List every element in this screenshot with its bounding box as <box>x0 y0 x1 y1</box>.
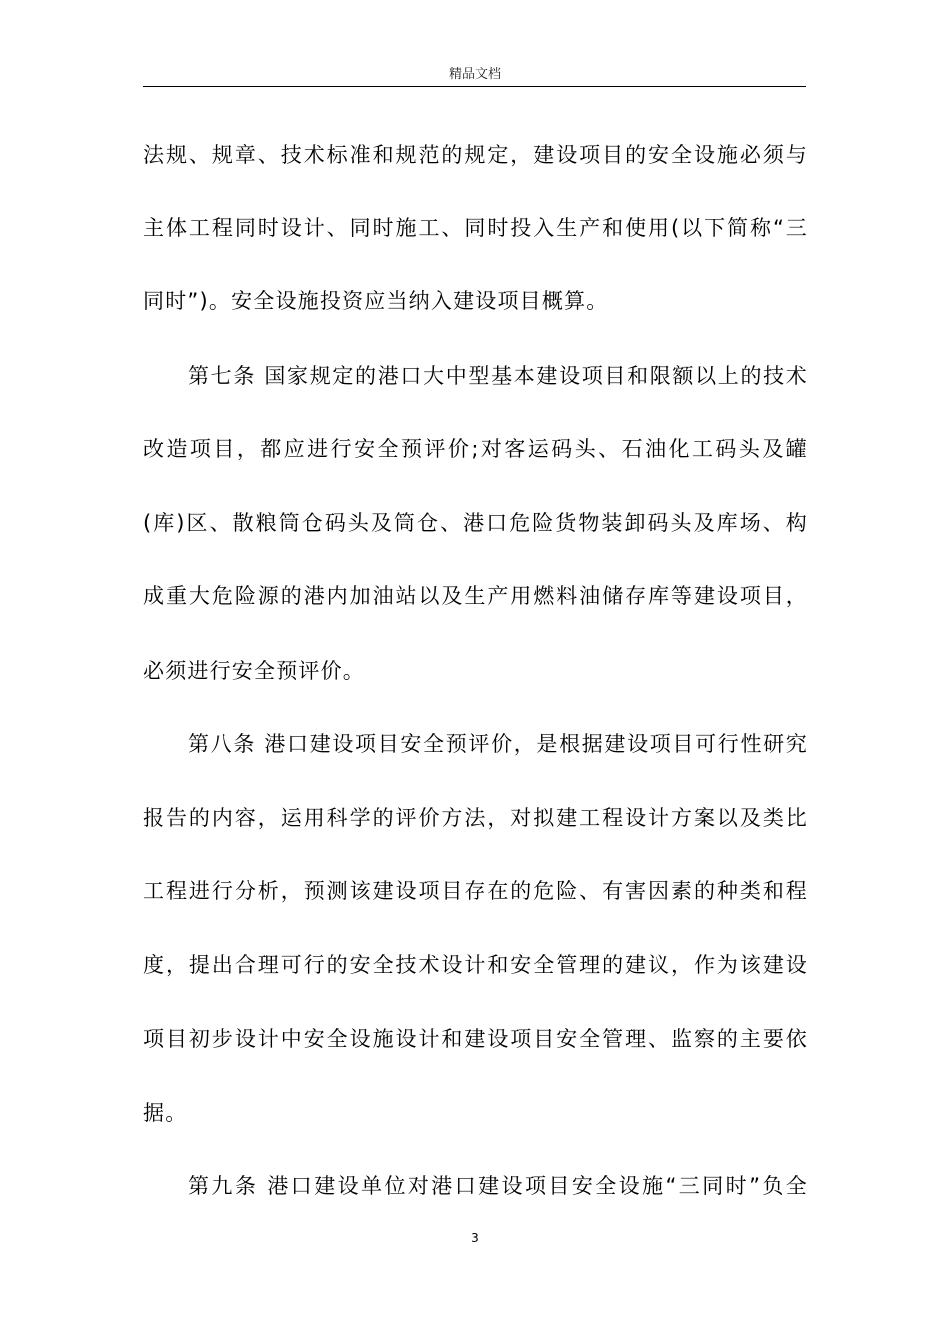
paragraph-line: 据。 <box>143 1101 188 1125</box>
paragraph-line: 度，提出合理可行的安全技术设计和安全管理的建议，作为该建设 <box>143 953 808 977</box>
paragraph-line: 主体工程同时设计、同时施工、同时投入生产和使用(以下简称“三 <box>143 216 808 240</box>
paragraph-line: 法规、规章、技术标准和规范的规定，建设项目的安全设施必须与 <box>143 143 808 167</box>
paragraph-line: 项目初步设计中安全设施设计和建设项目安全管理、监察的主要依 <box>143 1027 808 1051</box>
paragraph-line: 必须进行安全预评价。 <box>143 659 365 683</box>
header-rule <box>143 86 806 87</box>
paragraph-line: 同时”)。安全设施投资应当纳入建设项目概算。 <box>143 289 609 313</box>
paragraph-line: 改造项目，都应进行安全预评价;对客运码头、石油化工码头及罐 <box>143 437 808 461</box>
article-7-first-line: 第七条 国家规定的港口大中型基本建设项目和限额以上的技术 <box>188 364 808 388</box>
article-8-first-line: 第八条 港口建设项目安全预评价，是根据建设项目可行性研究 <box>188 732 808 756</box>
paragraph-line: 报告的内容，运用科学的评价方法，对拟建工程设计方案以及类比 <box>143 806 808 830</box>
paragraph-line: 工程进行分析，预测该建设项目存在的危险、有害因素的种类和程 <box>143 879 808 903</box>
page-number: 3 <box>471 1231 479 1245</box>
paragraph-line: 成重大危险源的港内加油站以及生产用燃料油储存库等建设项目， <box>143 584 808 608</box>
article-9-first-line: 第九条 港口建设单位对港口建设项目安全设施“三同时”负全 <box>188 1174 808 1198</box>
page-header-title: 精品文档 <box>448 67 501 82</box>
paragraph-line: (库)区、散粮筒仓码头及筒仓、港口危险货物装卸码头及库场、构 <box>143 511 808 535</box>
